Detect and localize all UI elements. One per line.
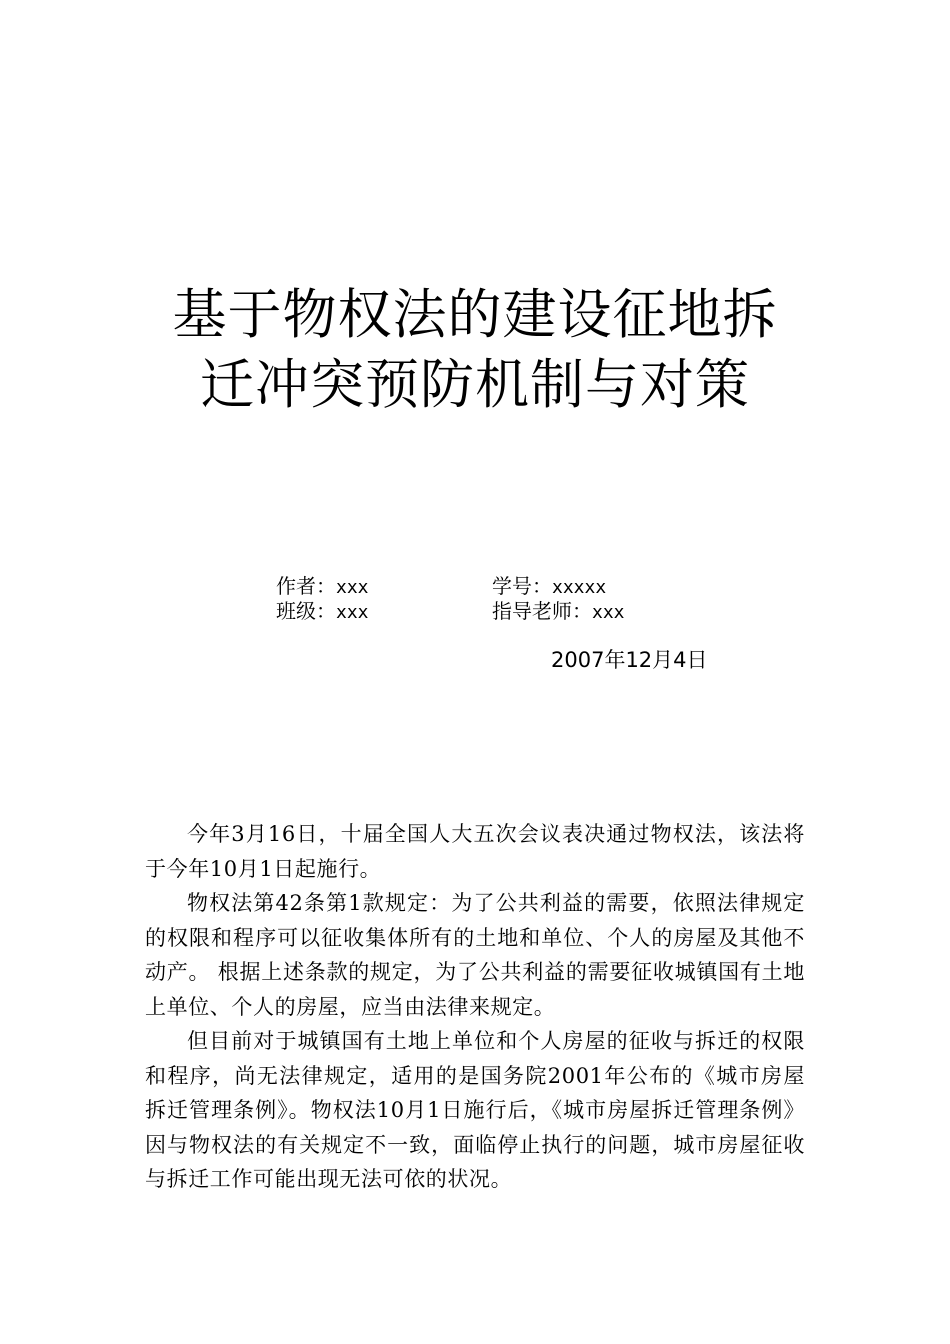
paragraph-3: 但目前对于城镇国有土地上单位和个人房屋的征收与拆迁的权限和程序，尚无法律规定，适用的是国务院2001年公布的《城市房屋拆迁管理条例》。物权法10月1日施行后，《城市房屋拆迁管理条例》因与物权法的有关规定不一致，面临停止执行的问题，城市房屋征收与拆迁工作可能出现无法可依的状况。: [145, 1029, 805, 1191]
title-line-2: 迁冲突预防机制与对策: [200, 353, 750, 416]
paragraph-2: 物权法第42条第1款规定：为了公共利益的需要，依照法律规定的权限和程序可以征收集体所有的土地和单位、个人的房屋及其他不动产。 根据上述条款的规定，为了公共利益的需要征收城镇国有土地上单位、个人的房屋，应当由法律来规定。: [145, 891, 805, 1019]
student-id-label: 学号：: [492, 574, 552, 598]
advisor-field: [492, 599, 625, 625]
author-field: [276, 574, 369, 600]
title-line-1: 基于物权法的建设征地拆: [172, 283, 778, 346]
author-value: xxx: [336, 577, 369, 598]
document-date: 2007年12月4日: [551, 648, 708, 672]
class-value: xxx: [336, 602, 369, 623]
advisor-value: xxx: [592, 602, 625, 623]
class-field: [276, 599, 369, 625]
class-label: 班级：: [276, 599, 336, 623]
author-label: 作者：: [276, 574, 336, 598]
student-id-field: [492, 574, 606, 600]
advisor-label: 指导老师：: [492, 599, 592, 623]
student-id-value: xxxxx: [552, 577, 607, 598]
body-text: [145, 817, 805, 1197]
paragraph-1: 今年3月16日，十届全国人大五次会议表决通过物权法，该法将于今年10月1日起施行。: [145, 822, 805, 881]
document-title: [0, 280, 950, 420]
